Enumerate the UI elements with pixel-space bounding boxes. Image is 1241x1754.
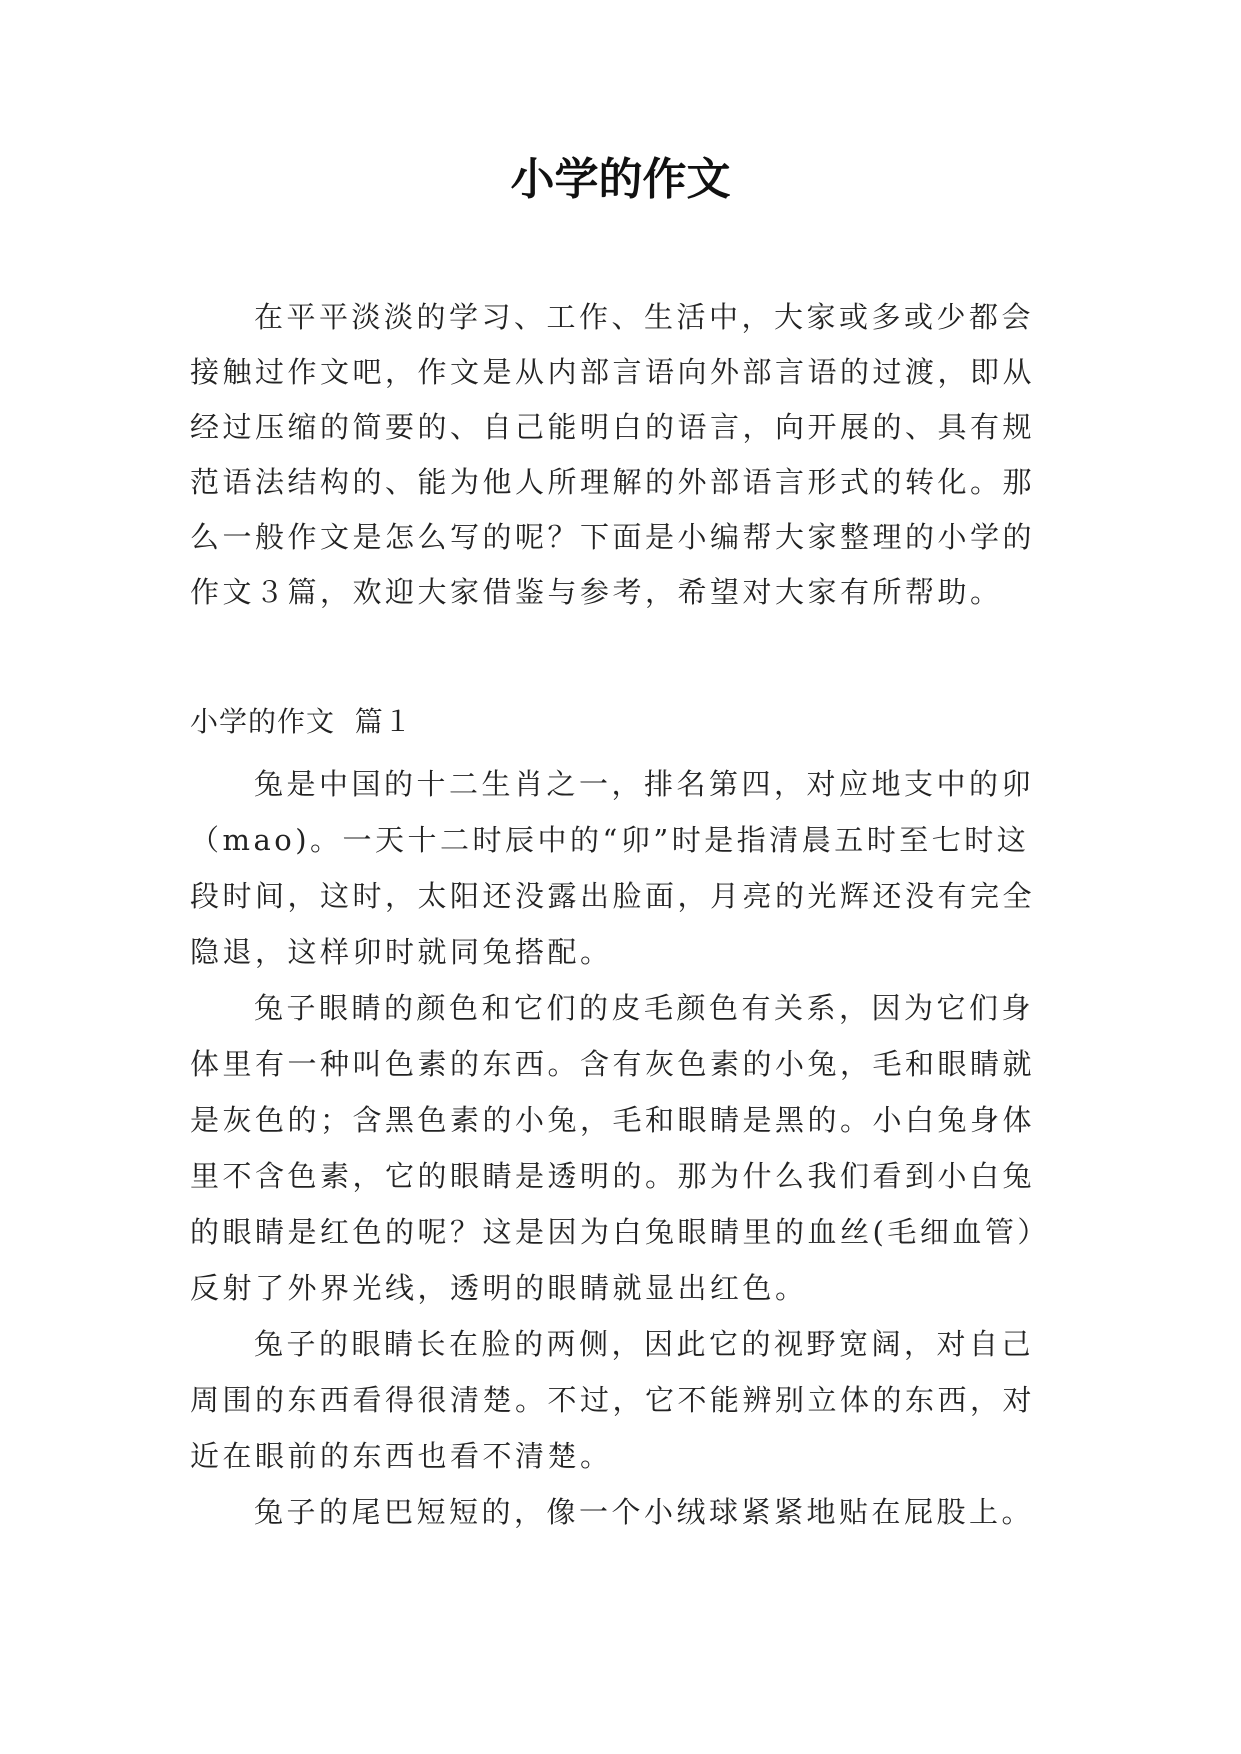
essay-paragraph: 兔子的眼睛长在脸的两侧，因此它的视野宽阔，对自己周围的东西看得很清楚。不过，它不能辨别立体的东西，对近在眼前的东西也看不清楚。 (190, 1327, 1036, 1473)
essay-paragraph: 兔子的尾巴短短的，像一个小绒球紧紧地贴在屁股上。 (254, 1495, 1035, 1529)
document-title: 小学的作文 (510, 154, 731, 205)
section-heading: 小学的作文 篇１ (190, 705, 413, 738)
essay-paragraph: 兔子眼睛的颜色和它们的皮毛颜色有关系，因为它们身体里有一种叫色素的东西。含有灰色素的小兔，毛和眼睛就是灰色的；含黑色素的小兔，毛和眼睛是黑的。小白兔身体里不含色素，它的眼睛是透明的。那为什么我们看到小白兔的眼睛是红色的呢？这是因为白兔眼睛里的血丝(毛细血管）反射了外界光线，透明的眼睛就显出红色。 (190, 991, 1050, 1305)
essay-paragraph: 兔是中国的十二生肖之一，排名第四，对应地支中的卯（mao)。一天十二时辰中的“卯”时是指清晨五时至七时这段时间，这时，太阳还没露出脸面，月亮的光辉还没有完全隐退，这样卯时就同兔搭配。 (190, 767, 1036, 969)
essay-body (190, 756, 1060, 1540)
intro-paragraph: 在平平淡淡的学习、工作、生活中，大家或多或少都会接触过作文吧，作文是从内部言语向外部言语的过渡，即从经过压缩的简要的、自己能明白的语言，向开展的、具有规范语法结构的、能为他人所理解的外部语言形式的转化。那么一般作文是怎么写的呢？下面是小编帮大家整理的小学的作文３篇，欢迎大家借鉴与参考，希望对大家有所帮助。 (190, 300, 1036, 609)
